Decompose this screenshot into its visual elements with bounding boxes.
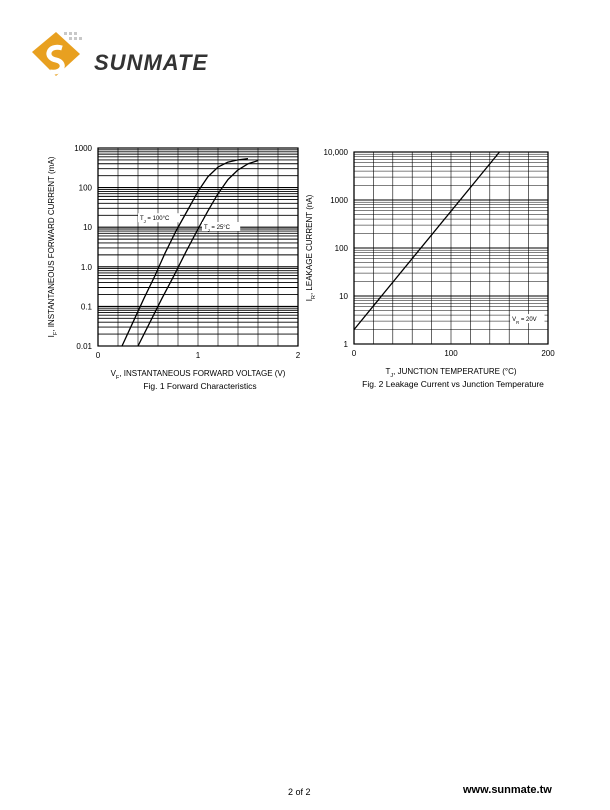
x-tick-label: 200 (541, 349, 555, 358)
x-tick-label: 0 (351, 349, 357, 358)
x-axis-label: $V_F$, INSTANTANEOUS FORWARD VOLTAGE (V) (110, 369, 286, 381)
x-axis-label: $T_J$, JUNCTION TEMPERATURE (°C) (385, 367, 517, 379)
page-number: 2 of 2 (288, 787, 311, 797)
y-axis-label: $I_F$, INSTANTANEOUS FORWARD CURRENT (mA) (47, 156, 59, 338)
y-tick-label: 1.0 (80, 262, 92, 272)
y-axis-label: $I_R$, LEAKAGE CURRENT (nA) (305, 194, 317, 302)
y-tick-label: 10 (339, 292, 348, 301)
leakage-current-chart (300, 138, 570, 398)
annotation-label-0: $V_R = 20V$ (512, 317, 537, 325)
grid (98, 148, 298, 346)
annotation-label-1: $T_J = 25^\circ C$ (204, 225, 231, 233)
logo-text: SUNMATE (94, 50, 209, 75)
sunmate-logo (28, 28, 228, 92)
y-tick-label: 1000 (74, 144, 92, 153)
y-tick-label: 0.1 (80, 302, 92, 312)
annotation-label-0: $T_J = 100^\circ C$ (140, 216, 170, 224)
y-tick-label: 100 (334, 244, 348, 253)
y-tick-label: 1 (343, 340, 348, 349)
y-tick-label: 0.01 (76, 342, 92, 351)
y-tick-label: 1000 (330, 196, 348, 205)
fig1-caption: Fig. 1 Forward Characteristics (143, 381, 257, 391)
series-line-0 (354, 152, 500, 330)
y-tick-label: 10 (83, 223, 92, 233)
forward-characteristics-chart (40, 138, 310, 398)
y-tick-label: 10,000 (323, 148, 348, 157)
fig2-caption: Fig. 2 Leakage Current vs Junction Temperature (362, 379, 544, 389)
website-link[interactable]: www.sunmate.tw (463, 784, 552, 796)
y-tick-label: 100 (78, 183, 92, 193)
x-tick-label: 0 (95, 351, 101, 360)
x-tick-label: 1 (195, 351, 201, 360)
x-tick-label: 100 (444, 349, 458, 358)
logo-mark (28, 28, 92, 92)
x-tick-label: 2 (295, 351, 301, 360)
